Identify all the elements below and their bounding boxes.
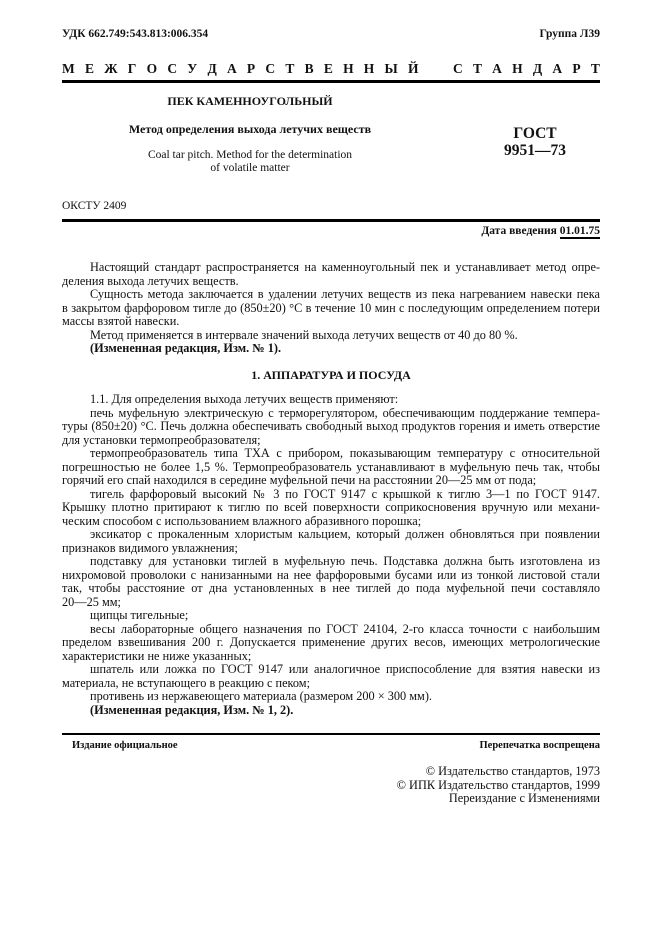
text-line: термопреобразователь типа ТХА с прибором, показывающим температуру с относительной (90, 446, 600, 460)
banner-letter: Ж (104, 61, 118, 76)
section-heading: 1. АППАРАТУРА И ПОСУДА (251, 368, 411, 382)
text-line: деления выхода летучих веществ. (62, 273, 239, 288)
banner-letter: С (452, 61, 463, 76)
date-value: 01.01.75 (559, 225, 600, 237)
text-line: 20—25 мм; (62, 594, 121, 609)
paragraph (62, 407, 600, 448)
text-line: Настоящий стандарт распространяется на каменноугольный пек и устанавливает метод опре- (90, 260, 600, 274)
paragraph (62, 488, 600, 529)
banner-letter: Г (127, 61, 137, 76)
banner-letter: Т (285, 61, 295, 76)
okstu-code: ОКСТУ 2409 (62, 200, 127, 212)
text-line: в закрытом фарфоровом тигле до (850±20) °С в течение 10 мин с последующим определением потери (62, 300, 600, 315)
text-line: горячий его спай находился в середине муфельной печи на расстоянии 20—25 мм от пода; (62, 473, 537, 487)
text-line: Крышку плотно притирают к тиглю по всей поверхности соприкосновения вручную или механи- (62, 500, 600, 514)
paragraph (62, 623, 600, 664)
banner-letter: Н (363, 61, 375, 76)
text-line: характеристики не ниже указанных; (62, 648, 252, 663)
official-edition: Издание официальное (72, 740, 178, 751)
document-subtitle: Метод определения выхода летучих веществ (128, 122, 372, 136)
text-line: тигель фарфоровый высокий № 3 по ГОСТ 9147 с крышкой к тиглю 3—1 по ГОСТ 9147. (90, 486, 600, 501)
text-line: Сущность метода заключается в удалении летучих веществ из пека нагреванием навески пека (90, 287, 600, 301)
top-rule (62, 80, 600, 83)
date-label: Дата введения (481, 225, 560, 237)
group-code: Группа Л39 (539, 28, 600, 40)
paragraph (62, 288, 600, 329)
banner-letter: Е (84, 61, 94, 76)
footer-rule (62, 733, 600, 735)
banner-letter: О (146, 61, 158, 76)
text-line: (Измененная редакция, Изм. № 1). (90, 341, 282, 355)
text-line: 1.1. Для определения выхода летучих веществ применяют: (90, 392, 399, 406)
banner-letter: У (187, 61, 198, 76)
english-title (62, 149, 438, 175)
copyright-line: © Издательство стандартов, 1973 (425, 764, 600, 778)
text-line: печь муфельную электрическую с терморегулятором, обеспечивающим поддержание темпера- (90, 405, 600, 420)
paragraph (62, 342, 600, 356)
udk-code: УДК 662.749:543.813:006.354 (62, 28, 209, 40)
text-line: туры (850±20) °С. Печь должна обеспечивать свободный выход продуктов горения и иметь отверстие (62, 419, 600, 433)
banner-letter: Д (207, 61, 217, 76)
text-line: (Измененная редакция, Изм. № 1, 2). (90, 702, 294, 717)
reprint-prohibited: Перепечатка воспрещена (479, 740, 600, 751)
banner-letter: С (265, 61, 276, 76)
intro-text (62, 261, 600, 356)
banner-letter: Ы (384, 61, 398, 76)
interstate-standard-banner (62, 61, 600, 77)
banner-letter: Т (472, 61, 482, 76)
paragraph (62, 447, 600, 488)
banner-letter: Д (532, 61, 543, 76)
text-line: эксикатор с прокаленным хлористым кальцием, который должен обновляться при появлении (90, 527, 600, 541)
paragraph (62, 329, 600, 343)
gost-number (470, 125, 600, 159)
banner-letter (429, 61, 443, 77)
paragraph (62, 609, 600, 623)
paragraph (62, 690, 600, 704)
banner-letter: А (492, 61, 502, 76)
banner-letter: Р (572, 61, 581, 76)
gost-code: 9951—73 (504, 142, 566, 159)
introduction-date (481, 225, 600, 237)
text-line: для установки термопреобразователя; (62, 432, 261, 447)
banner-letter: Н (343, 61, 354, 76)
english-title-line: Coal tar pitch. Method for the determination (147, 149, 353, 161)
text-line: подставку для установки тиглей в муфельную печь. Подставка должна быть изготовлена из (90, 554, 600, 568)
paragraph (62, 704, 600, 718)
banner-letter: Р (246, 61, 256, 76)
header-rule (62, 219, 600, 222)
text-line: признаков видимого увлажнения; (62, 540, 238, 555)
text-line: Метод применяется в интервале значений выхода летучих веществ от 40 до 80 %. (90, 327, 518, 342)
section-text (62, 393, 600, 717)
text-line: погрешностью не более 1,5 %. Термопреобразователь устанавливают в муфельную печь так, чтобы (62, 459, 600, 474)
gost-label: ГОСТ (513, 125, 557, 142)
text-line: массы взятой навески. (62, 314, 180, 328)
text-line: нихромовой проволоки с нанизанными на нее фарфоровыми бусами или из тонкой листовой стали (62, 567, 600, 582)
paragraph (62, 528, 600, 555)
copyright-line: Переиздание с Изменениями (448, 791, 600, 805)
english-title-line: of volatile matter (210, 162, 290, 174)
text-line: шпатель или ложка по ГОСТ 9147 или аналогичное приспособление для взятия навески из (90, 662, 600, 676)
paragraph (62, 663, 600, 690)
paragraph (62, 261, 600, 288)
document-title: ПЕК КАМЕННОУГОЛЬНЫЙ (167, 94, 333, 108)
copyright-line: © ИПК Издательство стандартов, 1999 (396, 777, 600, 792)
banner-letter: М (62, 61, 75, 76)
banner-letter: Н (512, 61, 523, 76)
banner-letter: А (552, 61, 563, 76)
banner-letter: А (226, 61, 237, 76)
banner-letter: С (167, 61, 178, 76)
banner-letter: Й (408, 61, 419, 76)
banner-letter: Е (323, 61, 333, 76)
text-line: материала, не вступающего в реакцию с пеком; (62, 675, 311, 690)
text-line: ческим способом с использованием влажного абразивного порошка; (62, 513, 422, 528)
banner-letter: Т (590, 61, 600, 76)
text-line: пределом взвешивания 200 г. Допускается применение других весов, имеющих метрологические (62, 635, 600, 649)
text-line: весы лабораторные общего назначения по ГОСТ 24104, 2-го класса точности с наибольшим (90, 621, 600, 636)
text-line: щипцы тигельные; (90, 608, 189, 622)
paragraph (62, 393, 600, 407)
copyright-block (397, 765, 600, 806)
paragraph (62, 555, 600, 609)
text-line: противень из нержавеющего материала (размером 200 × 300 мм). (90, 689, 433, 703)
banner-letter: В (304, 61, 314, 76)
text-line: так, чтобы расстояние от дна установленных в нее тиглей до пода муфельной печи составляло (62, 581, 600, 595)
